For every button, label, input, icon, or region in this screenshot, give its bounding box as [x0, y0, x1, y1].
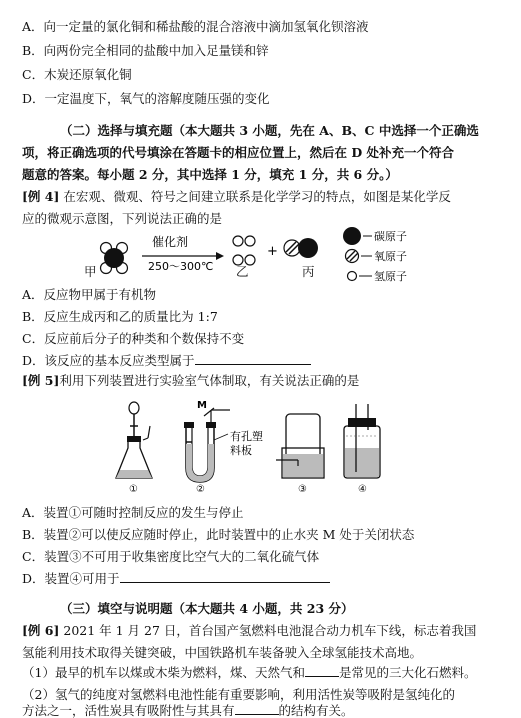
- answer-blank[interactable]: [305, 665, 339, 677]
- example6-label: [例 6]: [22, 623, 60, 638]
- molecule-bing: [284, 238, 318, 258]
- example6-q1-post: 是常见的三大化石燃料。: [338, 665, 477, 680]
- example4-line1: 在宏观、微观、符号之间建立联系是化学学习的特点，如图是某化学反: [63, 189, 451, 204]
- section2-heading-line3: 题意的答案。每小题 2 分，其中选择 1 分，填充 1 分，共 6 分。）: [22, 167, 398, 182]
- reaction-diagram: [70, 226, 470, 288]
- example4-label: [例 4]: [22, 189, 60, 204]
- example5-option-c: C．装置③不可用于收集密度比空气大的二氧化硫气体: [22, 549, 320, 564]
- apparatus-number-1: ①: [129, 484, 138, 495]
- option-d: D．一定温度下，氧气的溶解度随压强的变化: [22, 91, 270, 106]
- example6-q1-pre: （1）最早的机车以煤或木柴为燃料，煤、天然气和: [22, 665, 305, 680]
- legend-carbon: 碳原子: [374, 230, 407, 243]
- label-jia: 甲: [84, 264, 97, 279]
- example6-q2-line2: [22, 702, 507, 718]
- example4-option-d: [22, 352, 507, 370]
- plus-sign: +: [267, 244, 278, 259]
- example5-option-d: [22, 570, 507, 588]
- apparatus-3: [276, 414, 324, 478]
- example5-text: 利用下列装置进行实验室气体制取，有关说法正确的是: [59, 373, 360, 388]
- legend-oxygen: 氧原子: [374, 250, 407, 263]
- molecule-yi: [233, 236, 255, 265]
- answer-blank[interactable]: [120, 571, 330, 583]
- apparatus-4: [344, 404, 380, 478]
- example4-intro: [22, 188, 507, 206]
- apparatus-number-3: ③: [298, 484, 307, 495]
- apparatus-2: [184, 408, 230, 482]
- molecule-jia: [101, 243, 128, 274]
- example4-option-c: C．反应前后分子的种类和个数保持不变: [22, 331, 245, 346]
- example5-option-d-text: D．装置④可用于: [22, 571, 120, 586]
- example6-q2-line1: （2）氢气的纯度对氢燃料电池性能有重要影响，利用活性炭等吸附是氢纯化的: [22, 687, 455, 702]
- example4-option-b: B．反应生成丙和乙的质量比为 1:7: [22, 309, 218, 324]
- example4-option-d-text: D．该反应的基本反应类型属于: [22, 353, 195, 368]
- reaction-arrow: [142, 252, 224, 260]
- stopcock-label-m: M: [197, 400, 207, 411]
- answer-blank[interactable]: [235, 703, 279, 715]
- example5-option-a: A．装置①可随时控制反应的发生与停止: [22, 505, 244, 520]
- example4-option-a: A．反应物甲属于有机物: [22, 287, 157, 302]
- label-yi: 乙: [236, 264, 249, 279]
- label-bing: 丙: [302, 264, 315, 279]
- example6-intro: [22, 622, 507, 640]
- example6-q2-post: 的结构有关。: [278, 703, 354, 718]
- apparatus-1: [116, 402, 152, 478]
- legend-hydrogen: 氢原子: [374, 270, 407, 283]
- example4-line2: 应的微观示意图，下列说法正确的是: [22, 211, 223, 226]
- option-b: B．向两份完全相同的盐酸中加入足量镁和锌: [22, 43, 269, 58]
- section2-heading-line2: 项，将正确选项的代号填涂在答题卡的相应位置上，然后在 D 处补充一个符合: [22, 145, 455, 160]
- section3-heading: （三）填空与说明题（本大题共 4 小题，共 23 分）: [60, 601, 354, 616]
- condition-catalyst: 催化剂: [152, 235, 189, 249]
- apparatus-diagram: [110, 396, 390, 498]
- apparatus-number-4: ④: [358, 484, 367, 495]
- legend: [343, 227, 407, 283]
- example6-q2-pre: 方法之一，活性炭具有吸附性与其具有: [22, 703, 235, 718]
- example5-label: [例 5]: [22, 373, 60, 388]
- example6-line2: 氢能利用技术取得关键突破，中国铁路机车装备驶入全球氢能技术高地。: [22, 645, 423, 660]
- plate-label-line2: 料板: [230, 444, 252, 457]
- example6-q1: [22, 664, 507, 682]
- option-c: C．木炭还原氧化铜: [22, 67, 132, 82]
- apparatus-number-2: ②: [196, 484, 205, 495]
- example6-line1: 2021 年 1 月 27 日，首台国产氢燃料电池混合动力机车下线，标志着我国: [63, 623, 477, 638]
- option-a: A．向一定量的氯化铜和稀盐酸的混合溶液中滴加氢氧化钡溶液: [22, 19, 369, 34]
- plate-label-line1: 有孔塑: [230, 430, 263, 443]
- answer-blank[interactable]: [195, 353, 311, 365]
- example5-intro: [22, 372, 507, 390]
- condition-temperature: 250～300℃: [148, 260, 214, 273]
- example5-option-b: B．装置②可以使反应随时停止，此时装置中的止水夹 M 处于关闭状态: [22, 527, 415, 542]
- section2-heading-line1: （二）选择与填充题（本大题共 3 小题，先在 A、B、C 中选择一个正确选: [60, 123, 479, 138]
